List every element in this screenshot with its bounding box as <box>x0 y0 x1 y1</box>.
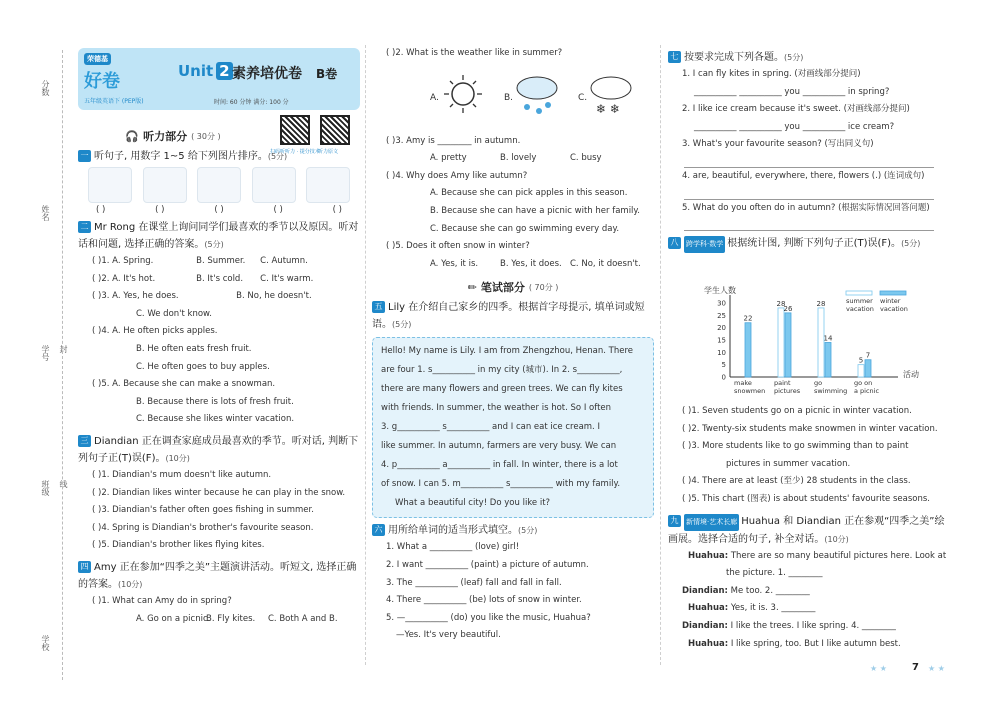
q6-item: 5. —__________ (do) you like the music, Huahua? <box>386 612 591 623</box>
q4-item: ( )2. What is the weather like in summer? <box>386 48 563 58</box>
q4-item: ( )4. Why does Amy like autumn? <box>386 170 528 181</box>
chart-bar <box>865 360 871 377</box>
answer-slot[interactable]: ( ) <box>155 205 165 215</box>
q6-item: 4. There __________ (be) lots of snow in winter. <box>386 595 582 606</box>
question-9-heading: 九 新情境·艺术长廊 Huahua 和 Diandian 正在参观“四季之美”绘画展。选择合适的句子, 补全对话。(10分) <box>668 515 945 545</box>
passage-line: of snow. I can 5. m__________ s__________ with my family. <box>381 479 621 490</box>
q3-item: ( )3. Diandian's father often goes fishing in summer. <box>92 505 314 516</box>
x-tick-label: pictures <box>774 387 801 395</box>
q7-answer-line[interactable]: __________ __________ you __________ ice cream? <box>694 121 895 132</box>
margin-seal-text: 封 <box>59 345 68 353</box>
q7-answer-line[interactable]: __________ __________ you __________ in spring? <box>694 86 890 97</box>
answer-line[interactable] <box>684 156 934 168</box>
y-tick-label: 20 <box>717 324 726 333</box>
q4-item: ( )5. Does it often snow in winter? <box>386 241 530 252</box>
pencil-icon: ✏ <box>467 280 477 294</box>
exam-version: B卷 <box>316 67 338 81</box>
chart-bar <box>858 365 864 377</box>
legend-swatch <box>846 291 872 295</box>
margin-line-text: 线 <box>59 480 68 488</box>
question-3-heading: 三 Diandian 正在调查家庭成员最喜欢的季节。听对话, 判断下列句子正(T)误(F)。(10分) <box>78 435 359 464</box>
dialog-line: Huahua: I like spring, too. But I like autumn best. <box>688 638 901 649</box>
answer-line[interactable] <box>684 188 934 200</box>
margin-label-score: 分数 <box>41 80 50 96</box>
data-label: 28 <box>776 299 786 308</box>
q7-item: 2. I like ice cream because it's sweet. (对画线部分提问) <box>682 104 910 115</box>
qr-label: 扫码听听力 · 提分技术 <box>270 149 320 155</box>
picture-answer-row <box>78 205 360 215</box>
passage-line: are four 1. s__________ in my city (城市). In 2. s__________, <box>381 365 623 376</box>
answer-slot[interactable]: ( ) <box>96 205 106 215</box>
q6-item: 1. What a __________ (love) girl! <box>386 542 520 553</box>
y-tick-label: 10 <box>717 348 726 357</box>
writing-section-title: ✏ 笔试部分 ( 70分 ) <box>467 280 559 295</box>
data-label: 7 <box>865 351 871 360</box>
listening-section-title: 🎧 听力部分 ( 30分 ) <box>125 129 221 143</box>
cloud-snowflake-icon <box>584 73 634 119</box>
brand-name: 荣德基 <box>84 53 111 65</box>
x-tick-label: swimming <box>814 387 848 395</box>
margin-label-id: 学号 <box>41 345 50 361</box>
passage-line: there are many flowers and green trees. We can fly kites <box>381 384 623 395</box>
q7-item: 1. I can fly kites in spring. (对画线部分提问) <box>682 69 861 79</box>
q4-option: B. Because she can have a picnic with her family. <box>430 205 640 216</box>
exam-header <box>78 48 360 110</box>
book-info: 五年级英语下 (PEP版) <box>84 98 144 105</box>
svg-text:❄ ❄: ❄ ❄ <box>596 101 620 116</box>
q2-item: ( )5. A. Because she can make a snowman. <box>92 379 276 390</box>
q4-option: C. Because she can go swimming every day. <box>430 223 620 234</box>
q7-item: 3. What's your favourite season? (写出同义句) <box>682 139 874 150</box>
passage-line: Hello! My name is Lily. I am from Zhengzhou, Henan. There <box>381 346 633 357</box>
y-tick-label: 15 <box>717 336 726 345</box>
passage-line: What a beautiful city! Do you like it? <box>395 498 551 509</box>
chart-bar <box>745 323 751 377</box>
x-tick-label: snowmen <box>734 387 766 395</box>
question-5-heading: 五 Lily 在介绍自己家乡的四季。根据首字母提示, 填单词或短语。(5分) <box>372 302 645 331</box>
question-1-heading: 一 听句子, 用数字 1~5 给下列图片排序。(5分) <box>78 148 360 165</box>
dialog-line: Huahua: Yes, it is. 3. ________ <box>688 603 816 614</box>
data-label: 22 <box>743 314 753 323</box>
x-tick-label: go <box>814 379 823 387</box>
y-tick-label: 0 <box>721 373 726 382</box>
passage-line: 3. g__________ s__________ and I can eat ice cream. I <box>381 422 600 433</box>
passage-box <box>372 337 654 518</box>
q8-item: ( )4. There are at least (至少) 28 students in the class. <box>682 476 911 487</box>
q2-item: ( )1. A. Spring. B. Summer. C. Autumn. <box>92 256 308 266</box>
q4-options: A. Yes, it is. B. Yes, it does. C. No, it doesn't. <box>430 258 641 269</box>
margin-label-school: 学校 <box>41 635 50 651</box>
data-label: 14 <box>823 334 833 343</box>
headphones-icon: 🎧 <box>125 129 140 143</box>
snow-cloud-icon <box>512 73 562 119</box>
binding-margin <box>28 40 78 690</box>
q8-items <box>668 403 950 653</box>
q3-item: ( )4. Spring is Diandian's brother's favourite season. <box>92 522 314 533</box>
y-axis-label: 学生人数 <box>704 286 736 295</box>
column-divider <box>660 45 661 665</box>
legend-label: vacation <box>846 305 874 313</box>
y-tick-label: 5 <box>721 361 726 370</box>
x-tick-label: go on <box>854 379 873 387</box>
answer-slot[interactable]: ( ) <box>332 205 342 215</box>
y-tick-label: 25 <box>717 311 726 320</box>
star-icon: ★ ★ <box>928 664 945 673</box>
weather-options: A. B. C. ❄ ❄ <box>372 63 654 133</box>
q7-item: 4. are, beautiful, everywhere, there, flowers (.) (连词成句) <box>682 170 925 181</box>
star-icon: ★ ★ <box>870 664 887 673</box>
x-tick-label: make <box>734 379 752 387</box>
q2-item: ( )3. A. Yes, he does. B. No, he doesn't. <box>92 291 312 302</box>
qr-label: 听力原文 <box>318 149 339 155</box>
answer-line[interactable] <box>684 219 934 231</box>
q7-item: 5. What do you often do in autumn? (根据实际情况回答问题) <box>682 202 930 213</box>
dialog-line: Huahua: There are so many beautiful pictures here. Look at <box>688 550 947 561</box>
q8-item: ( )3. More students like to go swimming than to paint <box>682 441 909 452</box>
x-axis-label: 活动 <box>903 370 919 379</box>
q3-item: ( )2. Diandian likes winter because he can play in the snow. <box>92 487 346 498</box>
q6-item: 2. I want __________ (paint) a picture of autumn. <box>386 559 589 570</box>
q4-item: ( )3. Amy is ________ in autumn. <box>386 135 521 146</box>
q4-option: A. Because she can pick apples in this season. <box>430 188 628 199</box>
bar-chart <box>688 285 958 400</box>
answer-slot[interactable]: ( ) <box>273 205 283 215</box>
season-pictures <box>78 165 360 205</box>
cross-subject-tag: 跨学科·数学 <box>684 236 725 253</box>
unit-label: Unit 2 <box>178 62 233 80</box>
legend-swatch <box>880 291 906 295</box>
q2-option: C. Because she likes winter vacation. <box>136 414 295 425</box>
x-tick-label: paint <box>774 379 791 387</box>
column-3 <box>668 45 950 253</box>
picture-children-icon <box>252 167 296 203</box>
legend-label: summer <box>846 297 873 305</box>
q3-item: ( )5. Diandian's brother likes flying kites. <box>92 540 265 551</box>
question-7-heading: 七 按要求完成下列各题。(5分) <box>668 49 950 66</box>
q8-item: ( )5. This chart (图表) is about students' favourite seasons. <box>682 493 930 504</box>
q8-item: pictures in summer vacation. <box>726 458 851 469</box>
page-number: 7 <box>912 662 919 673</box>
answer-slot[interactable]: ( ) <box>214 205 224 215</box>
question-2-heading: 二 Mr Rong 在课堂上询问同学们最喜欢的季节以及原因。听对话和问题, 选择正确的答案。(5分) <box>78 222 359 250</box>
q4-options: A. pretty B. lovely C. busy <box>430 153 602 164</box>
q8-item: ( )1. Seven students go on a picnic in winter vacation. <box>682 406 912 416</box>
brand-logo <box>84 53 139 93</box>
data-label: 26 <box>783 304 793 313</box>
question-6-heading: 六 用所给单词的适当形式填空。(5分) <box>372 522 654 539</box>
q2-option: B. He often eats fresh fruit. <box>136 343 252 354</box>
legend-label: vacation <box>880 305 908 313</box>
q8-item: ( )2. Twenty-six students make snowmen in winter vacation. <box>682 423 938 434</box>
q2-option: C. He often goes to buy apples. <box>136 361 270 372</box>
chart-bar <box>778 308 784 377</box>
sun-icon <box>442 73 484 115</box>
column-1 <box>78 128 360 628</box>
data-label: 28 <box>816 299 826 308</box>
data-label: 5 <box>858 356 864 365</box>
exam-meta: 时间: 60 分钟 满分: 100 分 <box>214 99 289 106</box>
chart-bar <box>785 313 791 377</box>
q3-item: ( )1. Diandian's mum doesn't like autumn. <box>92 469 272 480</box>
picture-apple-tree-icon <box>197 167 241 203</box>
margin-label-name: 姓名 <box>41 205 50 221</box>
legend-label: winter <box>880 297 901 305</box>
dialog-line: the picture. 1. ________ <box>726 568 823 579</box>
x-tick-label: a picnic <box>854 387 880 395</box>
passage-line: 4. p__________ a__________ in fall. In winter, there is a lot <box>381 460 618 471</box>
chart-bar <box>825 342 831 377</box>
column-divider <box>365 45 366 665</box>
q6-item: —Yes. It's very beautiful. <box>396 630 501 641</box>
exam-title: 素养培优卷 <box>232 66 302 82</box>
column-2 <box>372 45 654 645</box>
margin-label-class: 班级 <box>41 480 50 496</box>
picture-snow-icon <box>306 167 350 203</box>
q2-option: B. Because there is lots of fresh fruit. <box>136 396 294 407</box>
q6-item: 3. The __________ (leaf) fall and fall in fall. <box>386 577 562 588</box>
passage-line: with friends. In summer, the weather is hot. So I often <box>381 403 612 414</box>
question-8-heading: 八 跨学科·数学 根据统计图, 判断下列句子正(T)误(F)。(5分) <box>668 235 950 253</box>
y-tick-label: 30 <box>717 299 726 308</box>
question-4-heading: 四 Amy 正在参加“四季之美”主题演讲活动。听短文, 选择正确的答案。(10分) <box>78 561 357 590</box>
picture-swimming-icon <box>88 167 132 203</box>
new-context-tag: 新情境·艺术长廊 <box>684 514 739 531</box>
dialog-line: Diandian: I like the trees. I like spring. 4. ________ <box>682 620 896 631</box>
unit-number: 2 <box>216 62 232 80</box>
q4-item: ( )1. What can Amy do in spring? <box>92 595 232 606</box>
binding-line <box>62 50 63 680</box>
q2-item: ( )4. A. He often picks apples. <box>92 326 218 337</box>
q4-options: A. Go on a picnic.B. Fly kites. C. Both A and B. <box>136 613 338 624</box>
picture-tree-icon <box>143 167 187 203</box>
dialog-line: Diandian: Me too. 2. ________ <box>682 585 810 596</box>
q2-item: ( )2. A. It's hot. B. It's cold. C. It's warm. <box>92 273 314 284</box>
q2-option: C. We don't know. <box>136 308 212 319</box>
passage-line: like summer. In autumn, farmers are very busy. We can <box>381 441 617 452</box>
logo-text: 好卷 <box>84 71 120 92</box>
